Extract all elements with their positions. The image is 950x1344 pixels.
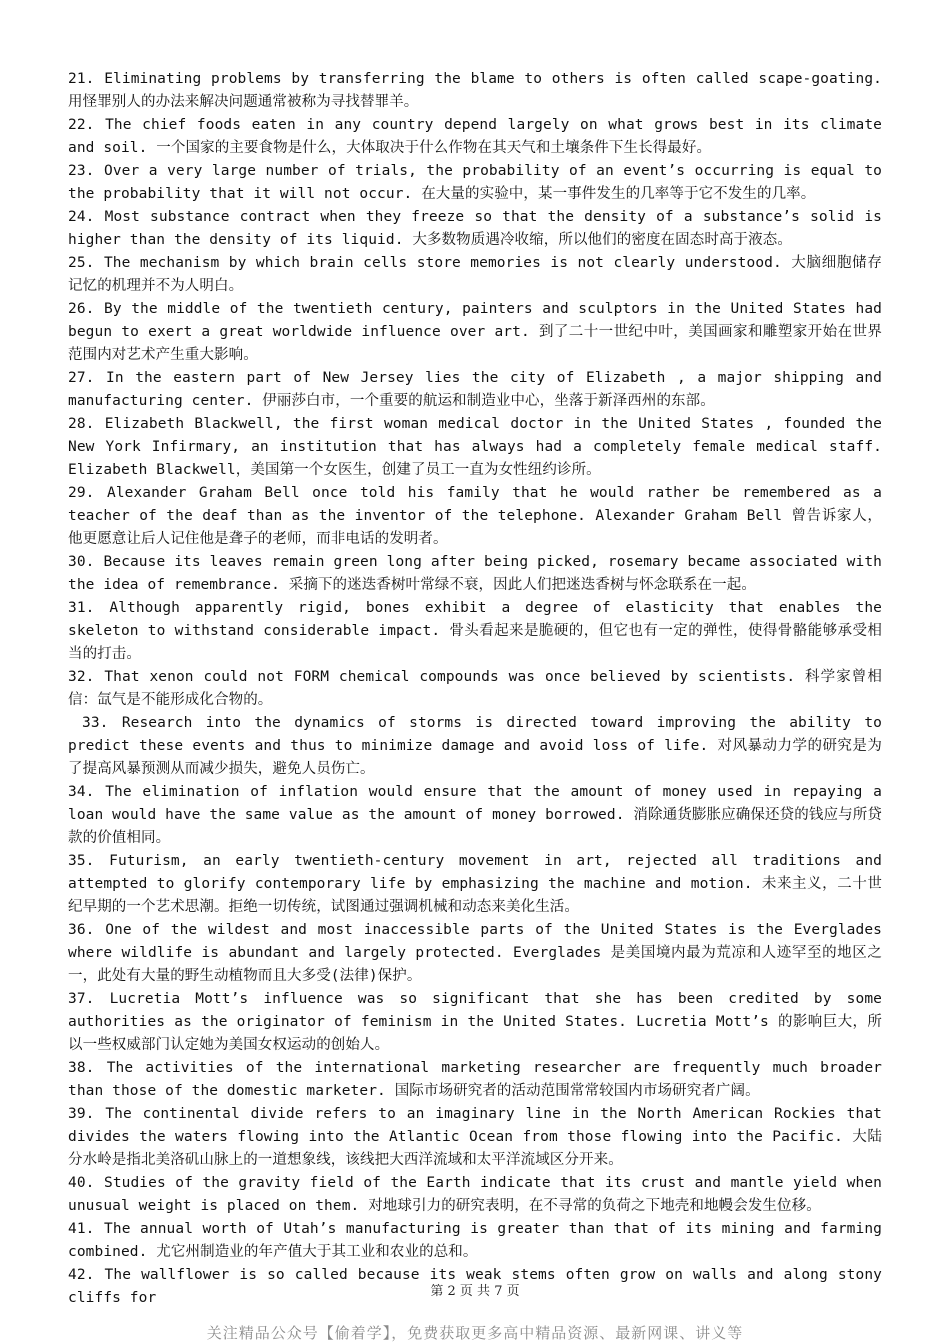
entry-23 xyxy=(68,160,882,206)
entry-number: 40. xyxy=(68,1175,95,1191)
entry-number: 42. xyxy=(68,1267,95,1283)
entry-41 xyxy=(68,1218,882,1264)
entry-text: Eliminating problems by transferring the blame to others is often called scape-goating. 用怪罪别人的办法来解决问题通常被称为寻找替罪羊。 xyxy=(68,71,882,110)
entry-text: Futurism, an early twentieth-century movement in art, rejected all traditions and attempted to glorify contemporary life by emphasizing the machine and motion. 未来主义，二十世纪早期的一个艺术思潮。拒绝一切传统，试图通过强调机械和动态来美化生活。 xyxy=(68,853,882,915)
entry-33 xyxy=(68,712,882,781)
entry-text: The mechanism by which brain cells store memories is not clearly understood. 大脑细胞储存记忆的机理并不为人明白。 xyxy=(68,255,882,294)
entry-text: Most substance contract when they freeze so that the density of a substance’s solid is higher than the density of its liquid. 大多数物质遇冷收缩，所以他们的密度在固态时高于液态。 xyxy=(68,209,882,248)
document-body xyxy=(68,68,882,1310)
entry-39 xyxy=(68,1103,882,1172)
entry-35 xyxy=(68,850,882,919)
entry-number: 24. xyxy=(68,209,95,225)
entry-number: 29. xyxy=(68,485,95,501)
entry-number: 25. xyxy=(68,255,95,271)
entry-number: 33. xyxy=(82,715,109,731)
entry-number: 37. xyxy=(68,991,95,1007)
entry-21 xyxy=(68,68,882,114)
entry-text: One of the wildest and most inaccessible parts of the United States is the Everglades where wildlife is abundant and largely protected. Everglades 是美国境内最为荒凉和人迹罕至的地区之一，此处有大量的野生动植物而且大多受(法律)保护。 xyxy=(68,922,882,984)
entry-number: 26. xyxy=(68,301,95,317)
entry-text: The wallflower is so called because its weak stems often grow on walls and along stony cliffs for xyxy=(68,1267,882,1306)
entry-number: 31. xyxy=(68,600,95,616)
entry-text: Studies of the gravity field of the Earth indicate that its crust and mantle yield when unusual weight is placed on them. 对地球引力的研究表明，在不寻常的负荷之下地壳和地幔会发生位移。 xyxy=(68,1175,882,1214)
entry-number: 36. xyxy=(68,922,95,938)
entry-22 xyxy=(68,114,882,160)
page-number: 第 2 页 共 7 页 xyxy=(430,1284,520,1299)
entry-number: 23. xyxy=(68,163,95,179)
entry-text: Although apparently rigid, bones exhibit a degree of elasticity that enables the skeleton to withstand considerable impact. 骨头看起来是脆硬的，但它也有一定的弹性，使得骨骼能够承受相当的打击。 xyxy=(68,600,882,662)
entry-24 xyxy=(68,206,882,252)
entry-text: Alexander Graham Bell once told his family that he would rather be remembered as a teacher of the deaf than as the inventor of the telephone. Alexander Graham Bell 曾告诉家人，他更愿意让后人记住他是聋子的老师，而非电话的发明者。 xyxy=(68,485,882,547)
entry-text: Elizabeth Blackwell, the first woman medical doctor in the United States , founded the New York Infirmary, an institution that has always had a completely female medical staff. Elizabeth Blackwell，美国第一个女医生，创建了员工一直为女性纽约诊所。 xyxy=(68,416,882,478)
entry-text: Research into the dynamics of storms is directed toward improving the ability to predict these events and thus to minimize damage and avoid loss of life. 对风暴动力学的研究是为了提高风暴预测从而减少损失，避免人员伤亡。 xyxy=(68,715,882,777)
entry-number: 39. xyxy=(68,1106,95,1122)
entry-text: In the eastern part of New Jersey lies the city of Elizabeth , a major shipping and manufacturing center. 伊丽莎白市，一个重要的航运和制造业中心，坐落于新泽西州的东部。 xyxy=(68,370,882,409)
entry-37 xyxy=(68,988,882,1057)
entry-number: 38. xyxy=(68,1060,95,1076)
entry-text: The continental divide refers to an imaginary line in the North American Rockies that divides the waters flowing into the Atlantic Ocean from those flowing into the Pacific. 大陆分水岭是指北美洛矶山脉上的一道想象线，该线把大西洋流域和太平洋流域区分开来。 xyxy=(68,1106,882,1168)
entry-number: 22. xyxy=(68,117,95,133)
entry-number: 30. xyxy=(68,554,95,570)
entry-text: Over a very large number of trials, the probability of an event’s occurring is equal to the probability that it will not occur. 在大量的实验中，某一事件发生的几率等于它不发生的几率。 xyxy=(68,163,882,202)
entry-38 xyxy=(68,1057,882,1103)
entry-text: The annual worth of Utah’s manufacturing is greater than that of its mining and farming combined. 尤它州制造业的年产值大于其工业和农业的总和。 xyxy=(68,1221,882,1260)
entry-number: 35. xyxy=(68,853,95,869)
entry-number: 32. xyxy=(68,669,95,685)
entry-number: 27. xyxy=(68,370,95,386)
entry-36 xyxy=(68,919,882,988)
entry-number: 28. xyxy=(68,416,95,432)
entry-number: 34. xyxy=(68,784,95,800)
entry-32 xyxy=(68,666,882,712)
entry-27 xyxy=(68,367,882,413)
entry-number: 41. xyxy=(68,1221,95,1237)
entry-31 xyxy=(68,597,882,666)
entry-30 xyxy=(68,551,882,597)
entry-25 xyxy=(68,252,882,298)
entry-text: Lucretia Mott’s influence was so significant that she has been credited by some authorities as the originator of feminism in the United States. Lucretia Mott’s 的影响巨大，所以一些权威部门认定她为美国女权运动的创始人。 xyxy=(68,991,882,1053)
entry-26 xyxy=(68,298,882,367)
entry-text: By the middle of the twentieth century, painters and sculptors in the United States had begun to exert a great worldwide influence over art. 到了二十一世纪中叶，美国画家和雕塑家开始在世界范围内对艺术产生重大影响。 xyxy=(68,301,882,363)
entry-28 xyxy=(68,413,882,482)
entry-29 xyxy=(68,482,882,551)
entry-text: That xenon could not FORM chemical compounds was once believed by scientists. 科学家曾相信：氙气是不能形成化合物的。 xyxy=(68,669,882,708)
entry-text: The chief foods eaten in any country depend largely on what grows best in its climate and soil. 一个国家的主要食物是什么，大体取决于什么作物在其天气和土壤条件下生长得最好。 xyxy=(68,117,882,156)
entry-40 xyxy=(68,1172,882,1218)
footer-watermark-text: 关注精品公众号【偷着学】，免费获取更多高中精品资源、最新网课、讲义等 xyxy=(206,1324,744,1342)
entry-number: 21. xyxy=(68,71,95,87)
entry-text: Because its leaves remain green long after being picked, rosemary became associated with the idea of remembrance. 采摘下的迷迭香树叶常绿不衰，因此人们把迷迭香树与怀念联系在一起。 xyxy=(68,554,882,593)
entry-text: The activities of the international marketing researcher are frequently much broader than those of the domestic marketer. 国际市场研究者的活动范围常常较国内市场研究者广阔。 xyxy=(68,1060,882,1099)
entry-34 xyxy=(68,781,882,850)
entry-text: The elimination of inflation would ensure that the amount of money used in repaying a loan would have the same value as the amount of money borrowed. 消除通货膨胀应确保还贷的钱应与所贷款的价值相同。 xyxy=(68,784,882,846)
